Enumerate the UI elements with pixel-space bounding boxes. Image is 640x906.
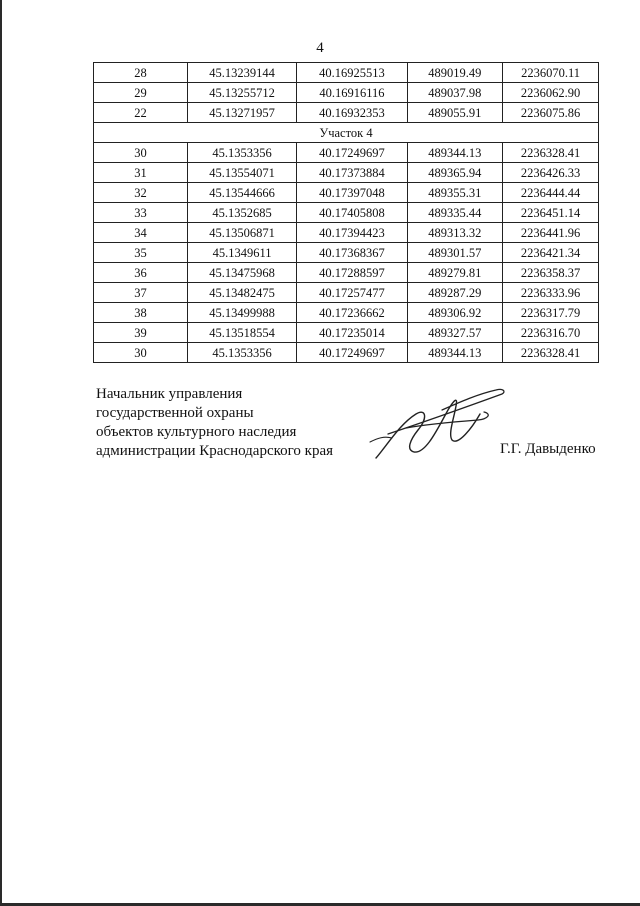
point-number-cell: 22 <box>94 103 188 123</box>
y-coordinate-cell: 2236426.33 <box>503 163 599 183</box>
page-number: 4 <box>316 40 324 56</box>
point-number-cell: 29 <box>94 83 188 103</box>
point-number-cell: 38 <box>94 303 188 323</box>
latitude-cell: 45.13518554 <box>187 323 296 343</box>
section-row <box>94 123 599 143</box>
x-coordinate-cell: 489355.31 <box>407 183 502 203</box>
y-coordinate-cell: 2236317.79 <box>503 303 599 323</box>
point-number-cell: 39 <box>94 323 188 343</box>
y-coordinate-cell: 2236328.41 <box>503 343 599 363</box>
longitude-cell: 40.17368367 <box>297 243 407 263</box>
x-coordinate-cell: 489301.57 <box>407 243 502 263</box>
signer-name: Г.Г. Давыденко <box>500 441 596 457</box>
y-coordinate-cell: 2236444.44 <box>503 183 599 203</box>
longitude-cell: 40.17373884 <box>297 163 407 183</box>
latitude-cell: 45.13271957 <box>187 103 296 123</box>
y-coordinate-cell: 2236316.70 <box>503 323 599 343</box>
x-coordinate-cell: 489037.98 <box>407 83 502 103</box>
point-number-cell: 34 <box>94 223 188 243</box>
table-row <box>94 343 599 363</box>
latitude-cell: 45.1349611 <box>187 243 296 263</box>
longitude-cell: 40.16925513 <box>297 63 407 83</box>
y-coordinate-cell: 2236328.41 <box>503 143 599 163</box>
latitude-cell: 45.13554071 <box>187 163 296 183</box>
latitude-cell: 45.13255712 <box>187 83 296 103</box>
y-coordinate-cell: 2236070.11 <box>503 63 599 83</box>
signer-position-line-1: Начальник управления <box>96 386 243 402</box>
table-row <box>94 163 599 183</box>
latitude-cell: 45.13506871 <box>187 223 296 243</box>
latitude-cell: 45.13475968 <box>187 263 296 283</box>
y-coordinate-cell: 2236441.96 <box>503 223 599 243</box>
y-coordinate-cell: 2236333.96 <box>503 283 599 303</box>
x-coordinate-cell: 489287.29 <box>407 283 502 303</box>
signer-position-line-3: объектов культурного наследия <box>96 424 297 440</box>
longitude-cell: 40.17235014 <box>297 323 407 343</box>
point-number-cell: 36 <box>94 263 188 283</box>
longitude-cell: 40.17394423 <box>297 223 407 243</box>
longitude-cell: 40.16932353 <box>297 103 407 123</box>
x-coordinate-cell: 489306.92 <box>407 303 502 323</box>
point-number-cell: 30 <box>94 143 188 163</box>
point-number-cell: 30 <box>94 343 188 363</box>
latitude-cell: 45.13239144 <box>187 63 296 83</box>
latitude-cell: 45.13544666 <box>187 183 296 203</box>
x-coordinate-cell: 489279.81 <box>407 263 502 283</box>
section-title: Участок 4 <box>94 123 599 143</box>
longitude-cell: 40.17257477 <box>297 283 407 303</box>
table-row <box>94 263 599 283</box>
point-number-cell: 28 <box>94 63 188 83</box>
longitude-cell: 40.17288597 <box>297 263 407 283</box>
table-row <box>94 323 599 343</box>
table-row <box>94 143 599 163</box>
table-body-section <box>94 143 599 363</box>
table-body-top <box>94 63 599 123</box>
y-coordinate-cell: 2236451.14 <box>503 203 599 223</box>
latitude-cell: 45.1353356 <box>187 143 296 163</box>
x-coordinate-cell: 489055.91 <box>407 103 502 123</box>
x-coordinate-cell: 489313.32 <box>407 223 502 243</box>
point-number-cell: 32 <box>94 183 188 203</box>
signer-position-line-2: государственной охраны <box>96 405 254 421</box>
latitude-cell: 45.1352685 <box>187 203 296 223</box>
longitude-cell: 40.17236662 <box>297 303 407 323</box>
y-coordinate-cell: 2236358.37 <box>503 263 599 283</box>
x-coordinate-cell: 489019.49 <box>407 63 502 83</box>
longitude-cell: 40.17405808 <box>297 203 407 223</box>
point-number-cell: 31 <box>94 163 188 183</box>
x-coordinate-cell: 489365.94 <box>407 163 502 183</box>
x-coordinate-cell: 489327.57 <box>407 323 502 343</box>
table-row <box>94 203 599 223</box>
x-coordinate-cell: 489344.13 <box>407 143 502 163</box>
longitude-cell: 40.17249697 <box>297 343 407 363</box>
coordinates-table <box>93 62 599 363</box>
latitude-cell: 45.13499988 <box>187 303 296 323</box>
latitude-cell: 45.13482475 <box>187 283 296 303</box>
y-coordinate-cell: 2236062.90 <box>503 83 599 103</box>
signature-title-block <box>96 385 333 461</box>
longitude-cell: 40.16916116 <box>297 83 407 103</box>
point-number-cell: 37 <box>94 283 188 303</box>
y-coordinate-cell: 2236421.34 <box>503 243 599 263</box>
signer-position-line-4: администрации Краснодарского края <box>96 443 334 459</box>
table-row <box>94 243 599 263</box>
table-row <box>94 183 599 203</box>
page-edge-left <box>0 0 2 906</box>
table-row <box>94 303 599 323</box>
longitude-cell: 40.17397048 <box>297 183 407 203</box>
table-section-header <box>94 123 599 143</box>
table-row <box>94 283 599 303</box>
handwritten-signature <box>368 384 508 460</box>
table-row <box>94 83 599 103</box>
x-coordinate-cell: 489344.13 <box>407 343 502 363</box>
table-row <box>94 63 599 83</box>
y-coordinate-cell: 2236075.86 <box>503 103 599 123</box>
latitude-cell: 45.1353356 <box>187 343 296 363</box>
table-row <box>94 103 599 123</box>
point-number-cell: 35 <box>94 243 188 263</box>
point-number-cell: 33 <box>94 203 188 223</box>
x-coordinate-cell: 489335.44 <box>407 203 502 223</box>
longitude-cell: 40.17249697 <box>297 143 407 163</box>
table-row <box>94 223 599 243</box>
